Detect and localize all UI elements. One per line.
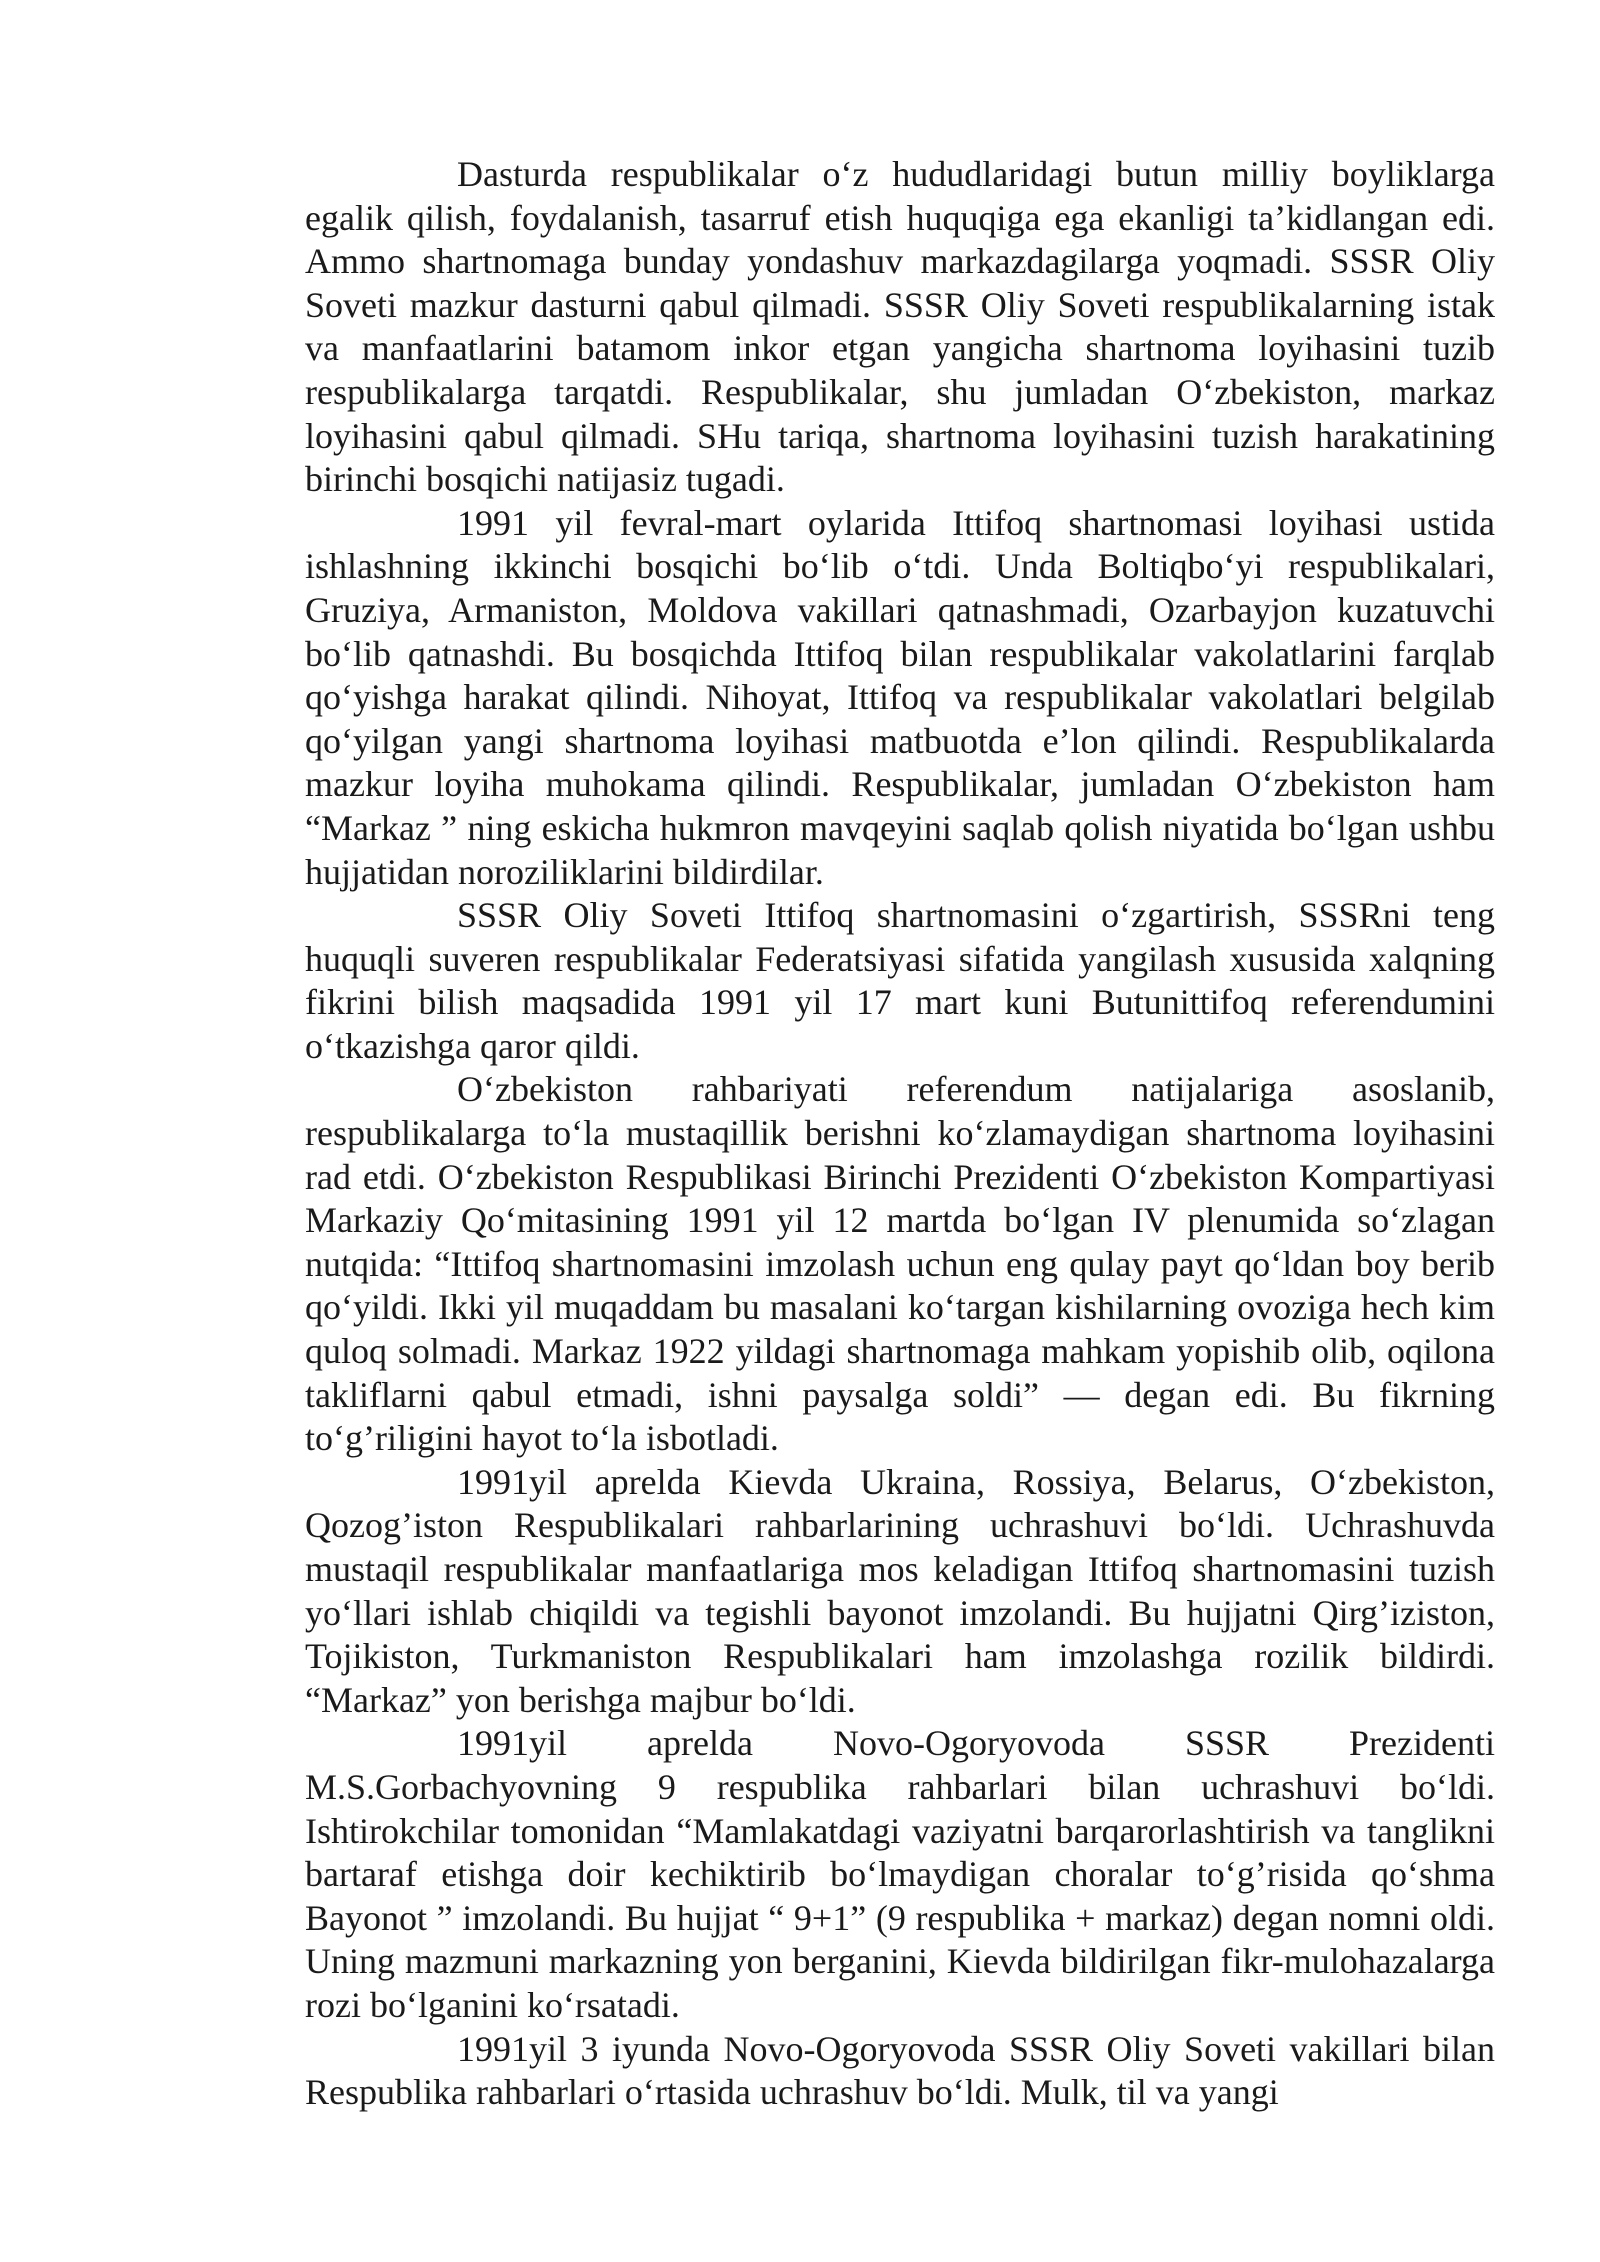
paragraph-5: 1991yil aprelda Kievda Ukraina, Rossiya, Belarus, O‘zbekiston, Qozog’iston Respublikalari rahbarlarining uchrashuvi bo‘ldi. Uchrashuvda mustaqil respublikalar manfaatlariga mos keladigan Ittifoq shartnomasini tuzish yo‘llari ishlab chiqildi va tegishli bayonot imzolandi. Bu hujjatni Qirg’iziston, Tojikiston, Turkmaniston Respublikalari ham imzolashga rozilik bildirdi. “Markaz” yon berishga majbur bo‘ldi. bbox=[305, 1461, 1495, 1720]
paragraph-4: O‘zbekiston rahbariyati referendum natijalariga asoslanib, respublikalarga to‘la mustaqillik berishni ko‘zlamaydigan shartnoma loyihasini rad etdi. O‘zbekiston Respublikasi Birinchi Prezidenti O‘zbekiston Kompartiyasi Markaziy Qo‘mitasining 1991 yil 12 martda bo‘lgan IV plenumida so‘zlagan nutqida: “Ittifoq shartnomasini imzolash uchun eng qulay payt qo‘ldan boy berib qo‘yildi. Ikki yil muqaddam bu masalani ko‘targan kishilarning ovoziga hech kim quloq solmadi. Markaz 1922 yildagi shartnomaga mahkam yopishib olib, oqilona takliflarni qabul etmadi, ishni paysalga soldi” — degan edi. Bu fikrning to‘g’riligini hayot to‘la isbotladi. bbox=[305, 1069, 1495, 1459]
paragraph-1: Dasturda respublikalar o‘z hududlaridagi butun milliy boyliklarga egalik qilish, foydalanish, tasarruf etish huquqiga ega ekanligi ta’kidlangan edi. Ammo shartnomaga bunday yondashuv markazdagilarga yoqmadi. SSSR Oliy Soveti mazkur dasturni qabul qilmadi. SSSR Oliy Soveti respublikalarning istak va manfaatlarini batamom inkor etgan yangicha shartnoma loyihasini tuzib respublikalarga tarqatdi. Respublikalar, shu jumladan O‘zbekiston, markaz loyihasini qabul qilmadi. SHu tariqa, shartnoma loyihasini tuzish harakatining birinchi bosqichi natijasiz tugadi. bbox=[305, 154, 1495, 500]
paragraph-2: 1991 yil fevral-mart oylarida Ittifoq shartnomasi loyihasi ustida ishlashning ikkinchi bosqichi bo‘lib o‘tdi. Unda Boltiqbo‘yi respublikalari, Gruziya, Armaniston, Moldova vakillari qatnashmadi, Ozarbayjon kuzatuvchi bo‘lib qatnashdi. Bu bosqichda Ittifoq bilan respublikalar vakolatlarini farqlab qo‘yishga harakat qilindi. Nihoyat, Ittifoq va respublikalar vakolatlari belgilab qo‘yilgan yangi shartnoma loyihasi matbuotda e’lon qilindi. Respublikalarda mazkur loyiha muhokama qilindi. Respublikalar, jumladan O‘zbekiston ham “Markaz ” ning eskicha hukmron mavqeyini saqlab qolish niyatida bo‘lgan ushbu hujjatidan noroziliklarini bildirdilar. bbox=[305, 502, 1495, 892]
paragraph-6: 1991yil aprelda Novo-Ogoryovoda SSSR Prezidenti M.S.Gorbachyovning 9 respublika rahbarlari bilan uchrashuvi bo‘ldi. Ishtirokchilar tomonidan “Mamlakatdagi vaziyatni barqarorlashtirish va tanglikni bartaraf etishga doir kechiktirib bo‘lmaydigan choralar to‘g’risida qo‘shma Bayonot ” imzolandi. Bu hujjat “ 9+1” (9 respublika + markaz) degan nomni oldi. Uning mazmuni markazning yon berganini, Kievda bildirilgan fikr-mulohazalarga rozi bo‘lganini ko‘rsatadi. bbox=[305, 1723, 1495, 2025]
paragraph-3: SSSR Oliy Soveti Ittifoq shartnomasini o‘zgartirish, SSSRni teng huquqli suveren respublikalar Federatsiyasi sifatida yangilash xususida xalqning fikrini bilish maqsadida 1991 yil 17 mart kuni Butunittifoq referendumini o‘tkazishga qaror qildi. bbox=[305, 895, 1495, 1066]
paragraph-7: 1991yil 3 iyunda Novo-Ogoryovoda SSSR Oliy Soveti vakillari bilan Respublika rahbarlari o‘rtasida uchrashuv bo‘ldi. Mulk, til va yangi bbox=[305, 2028, 1495, 2113]
document-body bbox=[305, 153, 1495, 2115]
